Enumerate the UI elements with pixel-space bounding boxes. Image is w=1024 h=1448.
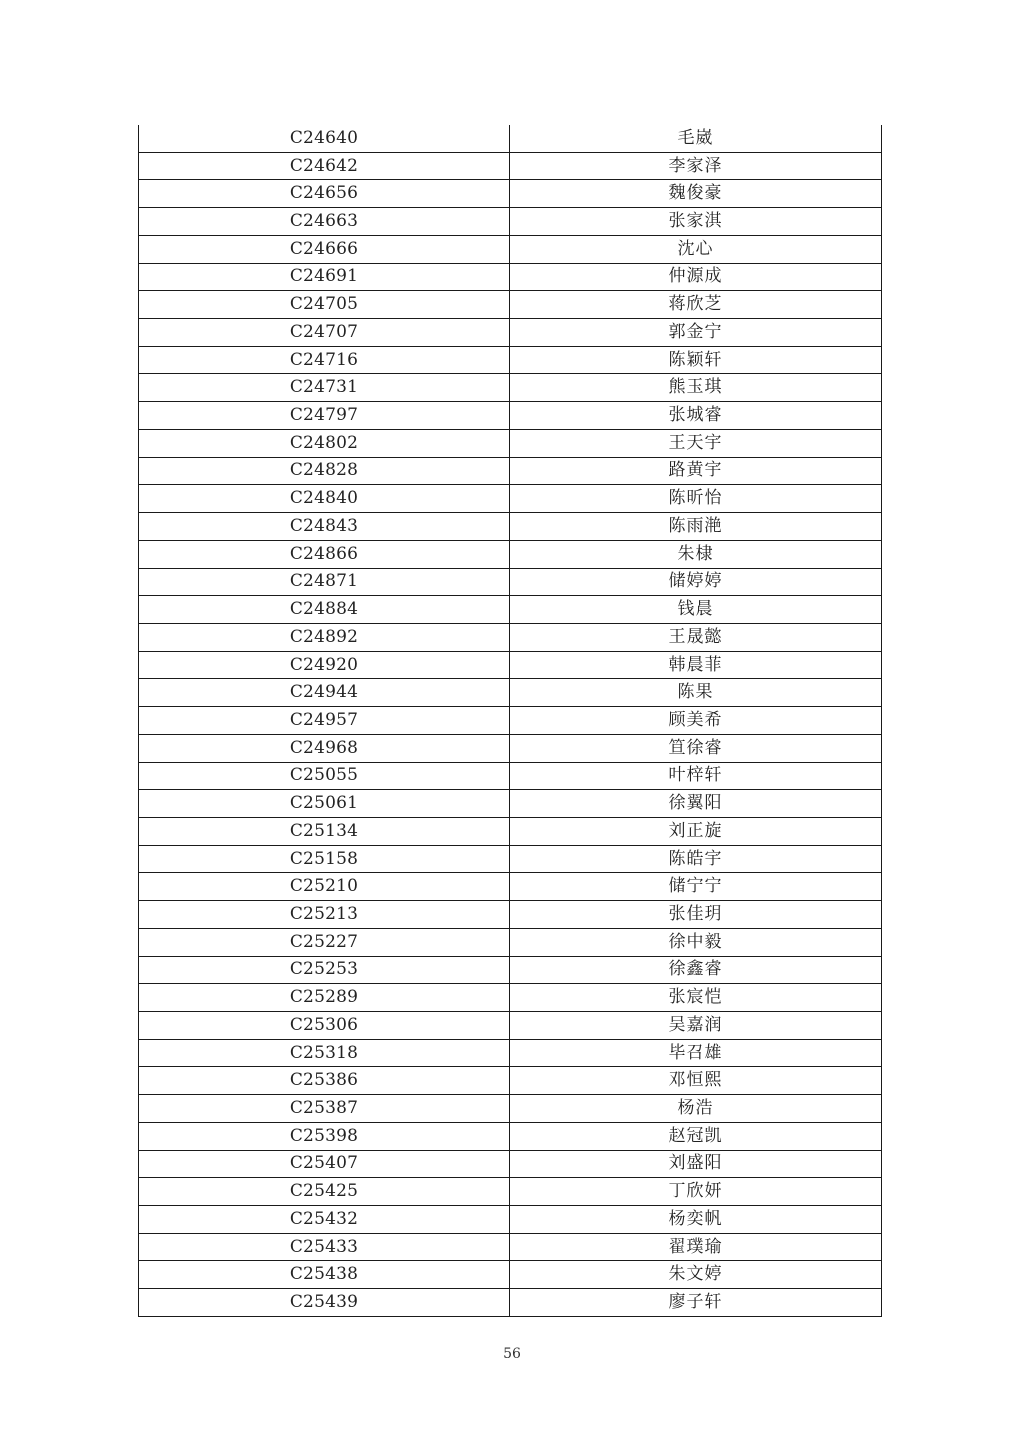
table-row	[139, 374, 882, 402]
student-id-cell: C24944	[139, 679, 510, 707]
student-name-cell: 吴嘉润	[510, 1012, 882, 1040]
student-name-cell: 仲源成	[510, 263, 882, 291]
student-name-cell: 陈果	[510, 679, 882, 707]
student-id-cell: C25213	[139, 901, 510, 929]
student-name-cell: 王天宇	[510, 429, 882, 457]
student-id-cell: C24828	[139, 457, 510, 485]
student-name-cell: 储婷婷	[510, 568, 882, 596]
student-name-cell: 李家泽	[510, 152, 882, 180]
table-row	[139, 956, 882, 984]
table-row	[139, 429, 882, 457]
student-name-cell: 王晟懿	[510, 623, 882, 651]
table-row	[139, 125, 882, 152]
table-row	[139, 651, 882, 679]
student-id-cell: C24968	[139, 734, 510, 762]
student-id-cell: C24666	[139, 235, 510, 263]
table-row	[139, 679, 882, 707]
student-id-cell: C24716	[139, 346, 510, 374]
table-row	[139, 1233, 882, 1261]
student-name-cell: 储宁宁	[510, 873, 882, 901]
table-row	[139, 235, 882, 263]
student-id-cell: C25407	[139, 1150, 510, 1178]
table-row	[139, 485, 882, 513]
student-name-cell: 徐中毅	[510, 928, 882, 956]
student-name-cell: 叶梓轩	[510, 762, 882, 790]
table-row	[139, 180, 882, 208]
student-id-cell: C24640	[139, 125, 510, 152]
roster-table	[138, 125, 882, 1317]
student-name-cell: 刘正旋	[510, 817, 882, 845]
student-id-cell: C25158	[139, 845, 510, 873]
table-row	[139, 568, 882, 596]
student-name-cell: 张宸恺	[510, 984, 882, 1012]
table-row	[139, 873, 882, 901]
table-row	[139, 1206, 882, 1234]
student-name-cell: 杨浩	[510, 1095, 882, 1123]
student-id-cell: C24797	[139, 402, 510, 430]
student-id-cell: C24656	[139, 180, 510, 208]
roster-body	[139, 125, 882, 1316]
student-name-cell: 韩晨菲	[510, 651, 882, 679]
table-row	[139, 1012, 882, 1040]
student-name-cell: 毛崴	[510, 125, 882, 152]
table-row	[139, 263, 882, 291]
student-id-cell: C24705	[139, 291, 510, 319]
table-row	[139, 790, 882, 818]
student-name-cell: 路黄宇	[510, 457, 882, 485]
student-name-cell: 张佳玥	[510, 901, 882, 929]
student-name-cell: 毕召雄	[510, 1039, 882, 1067]
student-id-cell: C25253	[139, 956, 510, 984]
student-id-cell: C25438	[139, 1261, 510, 1289]
student-name-cell: 邓恒熙	[510, 1067, 882, 1095]
student-name-cell: 沈心	[510, 235, 882, 263]
table-row	[139, 734, 882, 762]
student-id-cell: C25055	[139, 762, 510, 790]
student-id-cell: C24731	[139, 374, 510, 402]
student-id-cell: C25387	[139, 1095, 510, 1123]
student-name-cell: 朱棣	[510, 540, 882, 568]
table-row	[139, 623, 882, 651]
student-id-cell: C24866	[139, 540, 510, 568]
student-id-cell: C25134	[139, 817, 510, 845]
student-id-cell: C24871	[139, 568, 510, 596]
student-name-cell: 笪徐睿	[510, 734, 882, 762]
table-row	[139, 513, 882, 541]
student-id-cell: C25432	[139, 1206, 510, 1234]
table-row	[139, 901, 882, 929]
student-name-cell: 郭金宁	[510, 319, 882, 347]
table-row	[139, 208, 882, 236]
student-id-cell: C25439	[139, 1289, 510, 1317]
student-id-cell: C25227	[139, 928, 510, 956]
table-row	[139, 1178, 882, 1206]
table-row	[139, 707, 882, 735]
student-id-cell: C24802	[139, 429, 510, 457]
student-id-cell: C24840	[139, 485, 510, 513]
student-name-cell: 刘盛阳	[510, 1150, 882, 1178]
table-row	[139, 152, 882, 180]
student-name-cell: 陈昕怡	[510, 485, 882, 513]
student-name-cell: 廖子轩	[510, 1289, 882, 1317]
table-row	[139, 1150, 882, 1178]
student-name-cell: 朱文婷	[510, 1261, 882, 1289]
page-number: 56	[503, 1346, 521, 1362]
table-row	[139, 291, 882, 319]
student-id-cell: C25061	[139, 790, 510, 818]
student-name-cell: 钱晨	[510, 596, 882, 624]
table-row	[139, 984, 882, 1012]
table-row	[139, 1095, 882, 1123]
table-row	[139, 762, 882, 790]
student-name-cell: 陈皓宇	[510, 845, 882, 873]
student-name-cell: 徐翼阳	[510, 790, 882, 818]
table-row	[139, 928, 882, 956]
student-id-cell: C24843	[139, 513, 510, 541]
student-id-cell: C24957	[139, 707, 510, 735]
table-row	[139, 845, 882, 873]
table-row	[139, 817, 882, 845]
student-id-cell: C25289	[139, 984, 510, 1012]
student-name-cell: 陈雨滟	[510, 513, 882, 541]
student-id-cell: C25318	[139, 1039, 510, 1067]
student-name-cell: 杨奕帆	[510, 1206, 882, 1234]
table-row	[139, 1289, 882, 1317]
student-name-cell: 徐鑫睿	[510, 956, 882, 984]
student-name-cell: 张城睿	[510, 402, 882, 430]
student-id-cell: C25386	[139, 1067, 510, 1095]
table-row	[139, 540, 882, 568]
student-name-cell: 赵冠凯	[510, 1122, 882, 1150]
student-id-cell: C24920	[139, 651, 510, 679]
table-row	[139, 346, 882, 374]
student-id-cell: C25306	[139, 1012, 510, 1040]
table-row	[139, 1122, 882, 1150]
table-row	[139, 319, 882, 347]
student-name-cell: 翟璞瑜	[510, 1233, 882, 1261]
table-row	[139, 1039, 882, 1067]
student-name-cell: 张家淇	[510, 208, 882, 236]
student-id-cell: C25433	[139, 1233, 510, 1261]
student-id-cell: C24707	[139, 319, 510, 347]
table-row	[139, 457, 882, 485]
student-id-cell: C25210	[139, 873, 510, 901]
student-name-cell: 陈颖轩	[510, 346, 882, 374]
student-name-cell: 魏俊豪	[510, 180, 882, 208]
student-id-cell: C25425	[139, 1178, 510, 1206]
student-id-cell: C24691	[139, 263, 510, 291]
student-id-cell: C24642	[139, 152, 510, 180]
student-id-cell: C24884	[139, 596, 510, 624]
student-name-cell: 顾美希	[510, 707, 882, 735]
student-id-cell: C24663	[139, 208, 510, 236]
table-row	[139, 1067, 882, 1095]
table-row	[139, 402, 882, 430]
student-id-cell: C25398	[139, 1122, 510, 1150]
student-name-cell: 熊玉琪	[510, 374, 882, 402]
table-row	[139, 1261, 882, 1289]
student-name-cell: 丁欣妍	[510, 1178, 882, 1206]
student-id-cell: C24892	[139, 623, 510, 651]
student-name-cell: 蒋欣芝	[510, 291, 882, 319]
table-row	[139, 596, 882, 624]
